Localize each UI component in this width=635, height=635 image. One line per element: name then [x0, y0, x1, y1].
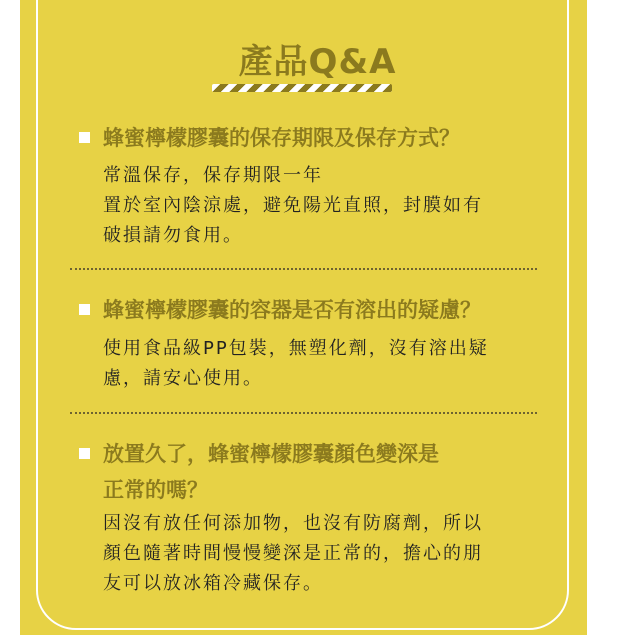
- answer-2: 使用食品級PP包裝，無塑化劑，沒有溶出疑 慮，請安心使用。: [103, 338, 489, 389]
- divider: [70, 268, 537, 270]
- title-underline: [212, 84, 392, 92]
- question-bullet-icon: [79, 448, 90, 459]
- question-bullet-icon: [79, 132, 90, 143]
- divider: [70, 412, 537, 414]
- answer-3: 因沒有放任何添加物，也沒有防腐劑，所以 顏色隨著時間慢慢變深是正常的，擔心的朋 友可以放冰箱冷藏保存。: [103, 513, 483, 594]
- page-title: 產品Q&A: [238, 42, 397, 82]
- question-3: 放置久了，蜂蜜檸檬膠囊顏色變深是 正常的嗎？: [103, 442, 439, 502]
- question-2: 蜂蜜檸檬膠囊的容器是否有溶出的疑慮？: [103, 298, 481, 322]
- question-1: 蜂蜜檸檬膠囊的保存期限及保存方式？: [103, 126, 460, 150]
- answer-1: 常溫保存，保存期限一年 置於室內陰涼處，避免陽光直照，封膜如有 破損請勿食用。: [103, 165, 483, 246]
- question-bullet-icon: [79, 304, 90, 315]
